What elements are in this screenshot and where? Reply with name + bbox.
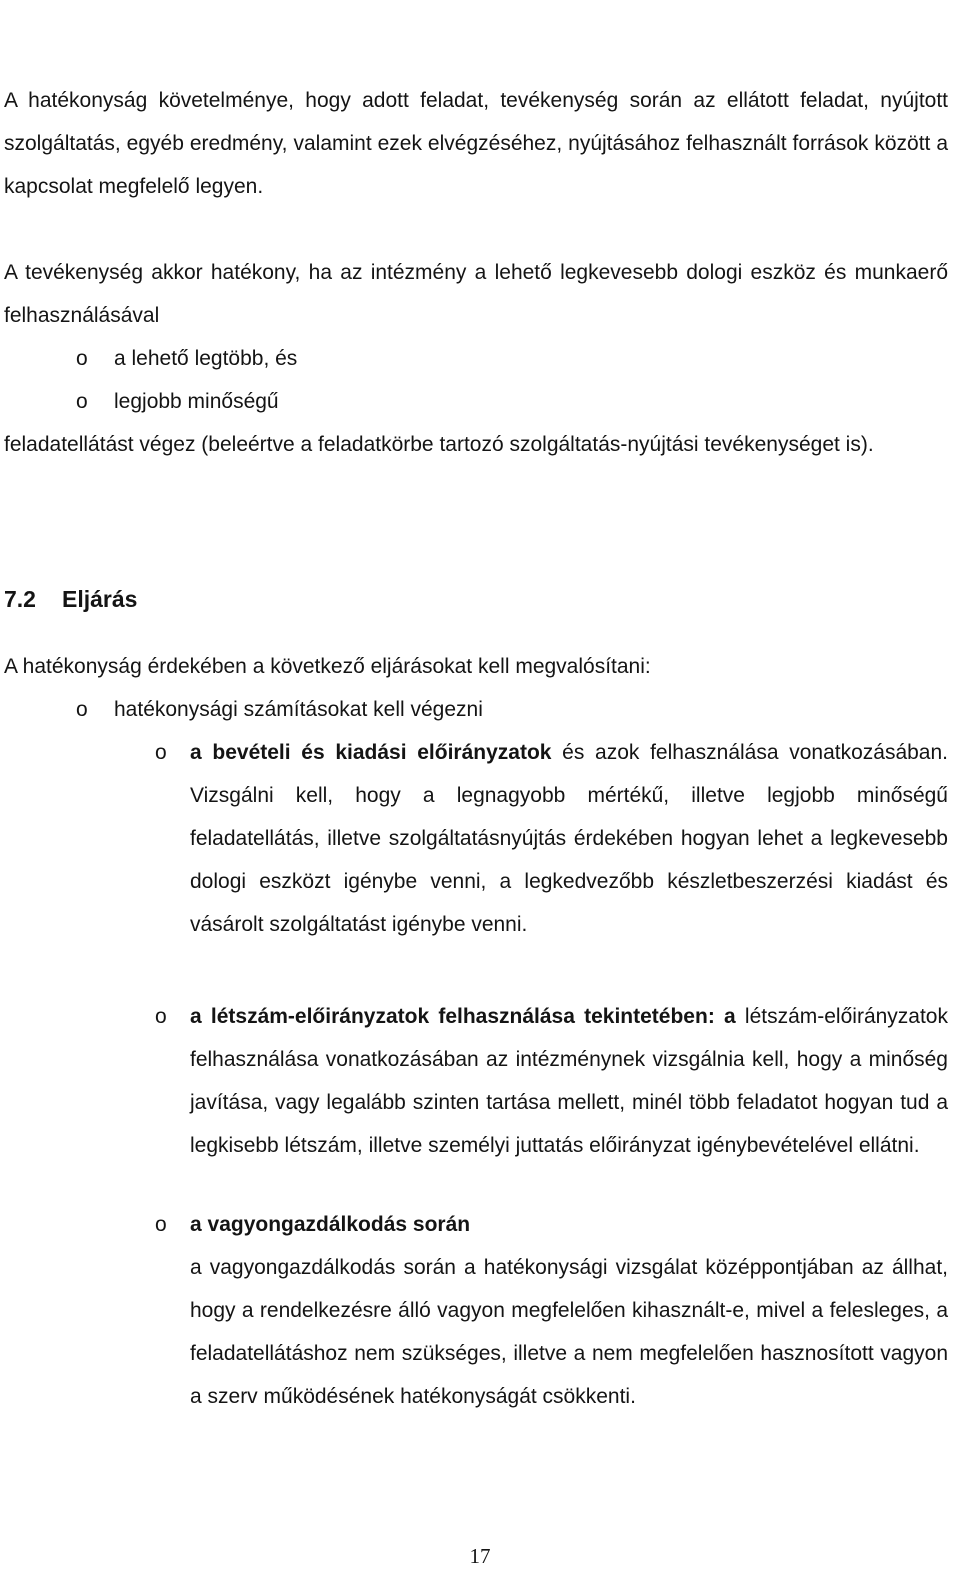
list-item-text: a lehető legtöbb, és — [114, 347, 298, 370]
bullet-mark: o — [155, 741, 167, 764]
bullet-mark: o — [76, 698, 88, 721]
paragraph-task-performance: feladatellátást végez (beleértve a feladatkörbe tartozó szolgáltatás-nyújtási tevékenységet is). — [4, 433, 874, 456]
page-number: 17 — [469, 1544, 491, 1568]
section-number: 7.2 — [4, 586, 36, 612]
bullet-mark: o — [76, 347, 88, 370]
section-intro: A hatékonyság érdekében a következő eljárásokat kell megvalósítani: — [4, 655, 651, 678]
sub-list-item-text — [190, 1203, 948, 1418]
sub-list-item-text — [190, 995, 948, 1167]
sub-list-item-rest: létszám-előirányzatok felhasználása vonatkozásában az intézménynek vizsgálnia kell, hogy a minőség javítása, vagy legalább szinten tartása mellett, minél több feladatot hogyan tud a legkisebb létszám, illetve személyi juttatás előirányzat igénybevételével ellátni. — [190, 1005, 948, 1157]
sub-list-item-bold: a létszám-előirányzatok felhasználása tekintetében: a — [190, 1005, 736, 1028]
sub-list-item-rest: és azok felhasználása vonatkozásában. Vizsgálni kell, hogy a legnagyobb mértékű, illetve legjobb minőségű feladatellátás, illetve szolgáltatásnyújtás érdekében hogyan lehet a legkevesebb dologi eszközt igénybe venni, a legkedvezőbb készletbeszerzési kiadást és vásárolt szolgáltatást igénybe venni. — [190, 741, 948, 936]
list-item-text: hatékonysági számításokat kell végezni — [114, 698, 483, 721]
section-title: Eljárás — [62, 586, 138, 612]
section-heading — [4, 578, 137, 621]
list-item-text: legjobb minőségű — [114, 390, 279, 413]
bullet-mark: o — [76, 390, 88, 413]
bullet-mark: o — [155, 1005, 167, 1028]
paragraph-efficient-activity: A tevékenység akkor hatékony, ha az intézmény a lehető legkevesebb dologi eszköz és munkaerő felhasználásával — [4, 261, 948, 327]
sub-list-item-bold: a vagyongazdálkodás során — [190, 1213, 471, 1236]
bullet-mark: o — [155, 1213, 167, 1236]
sub-list-item-bold: a bevételi és kiadási előirányzatok — [190, 741, 552, 764]
sub-list-item-text — [190, 731, 948, 946]
sub-list-item-rest: a vagyongazdálkodás során a hatékonysági vizsgálat középpontjában az állhat, hogy a rendelkezésre álló vagyon megfelelően kihasznált-e, mivel a felesleges, a feladatellátáshoz nem szükséges, illetve a nem megfelelően hasznosított vagyon a szerv működésének hatékonyságát csökkenti. — [190, 1256, 948, 1408]
paragraph-efficiency-requirement: A hatékonyság követelménye, hogy adott feladat, tevékenység során az ellátott feladat, nyújtott szolgáltatás, egyéb eredmény, valamint ezek elvégzéséhez, nyújtásához felhasznált források között a kapcsolat megfelelő legyen. — [4, 89, 948, 198]
